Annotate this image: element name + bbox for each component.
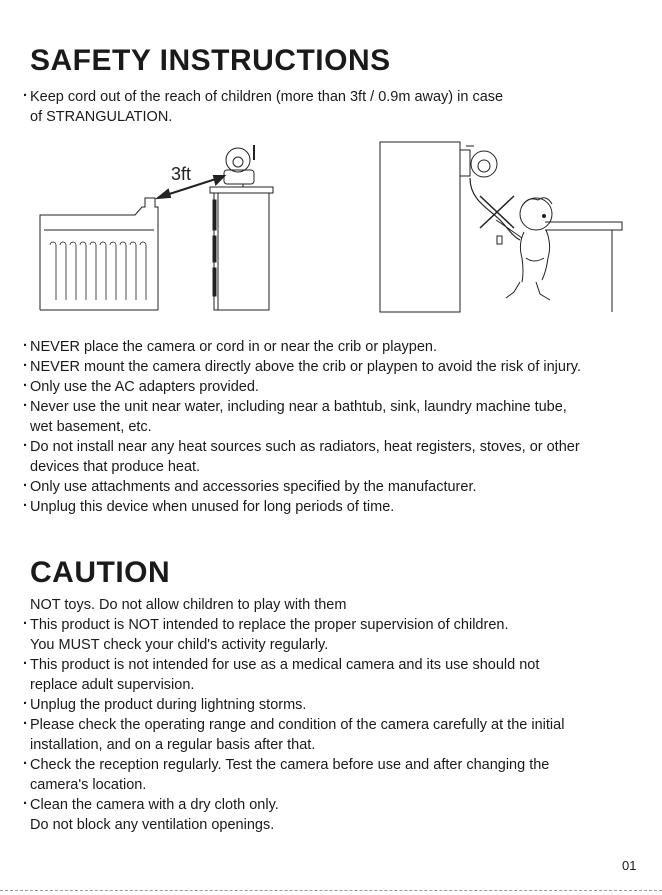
list-item-continuation: wet basement, etc. [30,419,152,435]
child-icon [496,198,552,300]
distance-label: 3ft [171,164,192,184]
list-item: · NEVER place the camera or cord in or near the crib or playpen. [30,337,640,357]
list-item: · Clean the camera with a dry cloth only. [30,795,640,815]
list-item: NOT toys. Do not allow children to play with them [30,597,347,613]
list-item: · Please check the operating range and condition of the camera carefully at the initial [30,715,640,735]
caution-title: CAUTION [30,556,171,589]
camera-icon [224,145,254,187]
list-item: · Unplug the product during lightning storms. [30,695,640,715]
list-item: · This product is NOT intended to replace the proper supervision of children. [30,615,640,635]
wall-camera-icon [460,146,497,177]
list-item: · Do not install near any heat sources such as radiators, heat registers, stoves, or other [30,437,640,457]
list-item-continuation: devices that produce heat. [30,459,201,475]
caution-list [30,595,640,835]
list-item: · Unplug this device when unused for long periods of time. [30,497,640,517]
list-item: · Never use the unit near water, including near a bathtub, sink, laundry machine tube, [30,397,640,417]
bottom-rule [0,890,662,891]
safety-list [30,337,640,517]
safety-title: SAFETY INSTRUCTIONS [30,44,391,77]
counter-icon [545,222,622,312]
intro-line: of STRANGULATION. [30,109,173,125]
list-item: · Check the reception regularly. Test the camera before use and after changing the [30,755,640,775]
safety-illustration [0,130,662,340]
safety-intro [30,87,640,127]
list-item: · Only use attachments and accessories specified by the manufacturer. [30,477,640,497]
list-item-continuation: camera's location. [30,777,147,793]
intro-line: · Keep cord out of the reach of children (more than 3ft / 0.9m away) in case [30,87,640,107]
list-item-continuation: installation, and on a regular basis after that. [30,737,316,753]
list-item: · This product is not intended for use as a medical camera and its use should not [30,655,640,675]
wall-icon [380,142,460,312]
list-item: · NEVER mount the camera directly above the crib or playpen to avoid the risk of injury. [30,357,640,377]
list-item: · Only use the AC adapters provided. [30,377,640,397]
list-item-continuation: replace adult supervision. [30,677,195,693]
page-number: 01 [622,858,637,873]
dresser-icon [210,187,273,310]
crib-icon [40,198,158,310]
list-item-continuation: Do not block any ventilation openings. [30,817,275,833]
prohibit-icon [480,196,514,228]
list-item-continuation: You MUST check your child's activity regularly. [30,637,329,653]
cord-icon [470,178,520,240]
